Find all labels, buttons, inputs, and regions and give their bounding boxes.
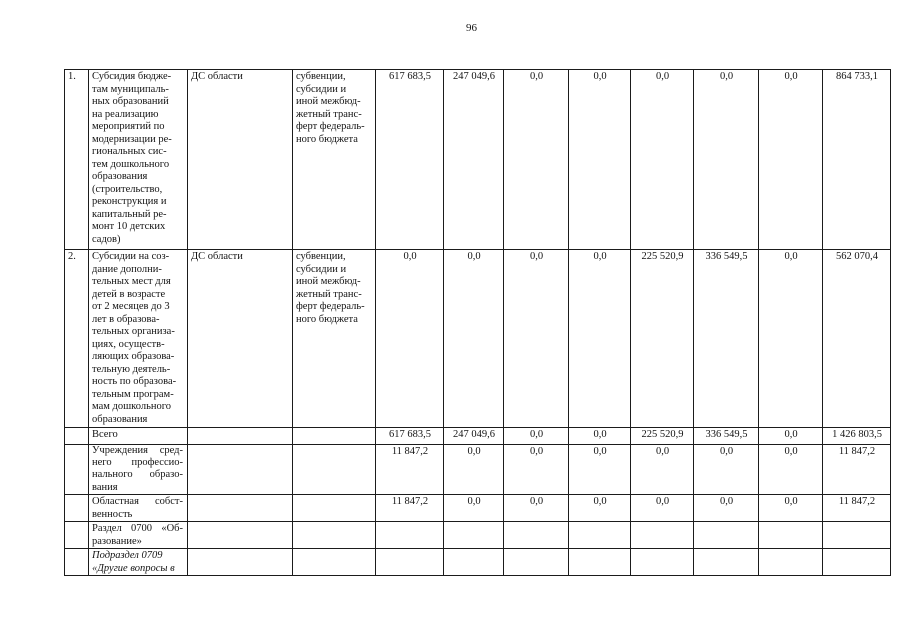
row-value-empty — [504, 549, 569, 576]
row-executor: ДС области — [188, 70, 293, 250]
row-value-empty — [694, 522, 759, 549]
row-value-empty — [444, 522, 504, 549]
row-executor-empty — [188, 549, 293, 576]
row-total-value: 11 847,2 — [823, 445, 891, 495]
row-value: 0,0 — [759, 70, 823, 250]
row-value-empty — [694, 549, 759, 576]
row-executor-empty — [188, 445, 293, 495]
total-row — [65, 428, 891, 445]
total-value: 0,0 — [759, 428, 823, 445]
row-value: 11 847,2 — [376, 495, 444, 522]
subsection-heading: Подраздел 0709 «Другие вопросы в — [89, 549, 188, 576]
row-executor-empty — [188, 428, 293, 445]
row-value: 0,0 — [631, 445, 694, 495]
row-value-empty — [759, 522, 823, 549]
row-value: 0,0 — [569, 445, 631, 495]
row-value: 0,0 — [694, 70, 759, 250]
row-value: 0,0 — [444, 250, 504, 428]
row-value: 0,0 — [759, 445, 823, 495]
row-executor-empty — [188, 522, 293, 549]
row-value-empty — [823, 549, 891, 576]
row-funding-source: субвенции, субсидии и иной межбюд- жетный транс- ферт федераль- ного бюджета — [293, 250, 376, 428]
row-funding-source-empty — [293, 549, 376, 576]
total-value: 617 683,5 — [376, 428, 444, 445]
budget-table — [64, 69, 891, 576]
row-value: 0,0 — [444, 445, 504, 495]
row-total-value: 11 847,2 — [823, 495, 891, 522]
row-value: 617 683,5 — [376, 70, 444, 250]
row-funding-source: субвенции, субсидии и иной межбюд- жетный транс- ферт федераль- ного бюджета — [293, 70, 376, 250]
total-value: 336 549,5 — [694, 428, 759, 445]
row-value: 0,0 — [759, 495, 823, 522]
row-funding-source-empty — [293, 445, 376, 495]
row-value: 0,0 — [569, 70, 631, 250]
section-heading: Раздел 0700 «Об- разование» — [89, 522, 188, 549]
subsection-row — [65, 549, 891, 576]
row-value: 11 847,2 — [376, 445, 444, 495]
row-executor-empty — [188, 495, 293, 522]
row-value: 0,0 — [631, 495, 694, 522]
total-label: Всего — [89, 428, 188, 445]
row-value: 0,0 — [504, 70, 569, 250]
row-value: 0,0 — [569, 495, 631, 522]
row-executor: ДС области — [188, 250, 293, 428]
row-value: 0,0 — [759, 250, 823, 428]
page-number: 96 — [466, 22, 477, 34]
row-value: 336 549,5 — [694, 250, 759, 428]
row-value: 0,0 — [569, 250, 631, 428]
total-value: 0,0 — [504, 428, 569, 445]
total-value: 0,0 — [569, 428, 631, 445]
row-value: 225 520,9 — [631, 250, 694, 428]
row-number-empty — [65, 428, 89, 445]
row-value: 0,0 — [694, 445, 759, 495]
grand-total-value: 1 426 803,5 — [823, 428, 891, 445]
total-value: 225 520,9 — [631, 428, 694, 445]
row-number-empty — [65, 495, 89, 522]
total-value: 247 049,6 — [444, 428, 504, 445]
row-value: 0,0 — [504, 495, 569, 522]
row-number: 2. — [65, 250, 89, 428]
row-funding-source-empty — [293, 428, 376, 445]
table-row — [65, 70, 891, 250]
row-value-empty — [631, 549, 694, 576]
table-row — [65, 250, 891, 428]
row-name: Учреждения сред- него профессио- нального образо- вания — [89, 445, 188, 495]
row-number: 1. — [65, 70, 89, 250]
row-value-empty — [504, 522, 569, 549]
row-number-empty — [65, 445, 89, 495]
row-value-empty — [759, 549, 823, 576]
row-funding-source-empty — [293, 495, 376, 522]
row-value: 0,0 — [444, 495, 504, 522]
row-value-empty — [631, 522, 694, 549]
row-value: 0,0 — [504, 445, 569, 495]
row-number-empty — [65, 522, 89, 549]
row-value-empty — [444, 549, 504, 576]
row-value: 247 049,6 — [444, 70, 504, 250]
row-funding-source-empty — [293, 522, 376, 549]
row-total-value: 864 733,1 — [823, 70, 891, 250]
row-value-empty — [569, 522, 631, 549]
section-row — [65, 522, 891, 549]
row-number-empty — [65, 549, 89, 576]
row-value: 0,0 — [376, 250, 444, 428]
row-value: 0,0 — [694, 495, 759, 522]
table-row — [65, 445, 891, 495]
row-value: 0,0 — [504, 250, 569, 428]
row-value-empty — [569, 549, 631, 576]
table-row — [65, 495, 891, 522]
row-value-empty — [376, 522, 444, 549]
row-name: Субсидии на соз- дание дополни- тельных мест для детей в возрасте от 2 месяцев до 3 лет в образова- тельных организа- циях, осуществ- ляющих образова- тельную деятель- ность по образова- тельным програм- мам дошкольного образования — [89, 250, 188, 428]
row-value-empty — [823, 522, 891, 549]
row-total-value: 562 070,4 — [823, 250, 891, 428]
row-value-empty — [376, 549, 444, 576]
row-value: 0,0 — [631, 70, 694, 250]
row-name: Областная собст- венность — [89, 495, 188, 522]
row-name: Субсидия бюдже- там муниципаль- ных образований на реализацию мероприятий по модернизации ре- гиональных сис- тем дошкольного образования (строительство, реконструкция и капитальный ре- монт 10 детских садов) — [89, 70, 188, 250]
